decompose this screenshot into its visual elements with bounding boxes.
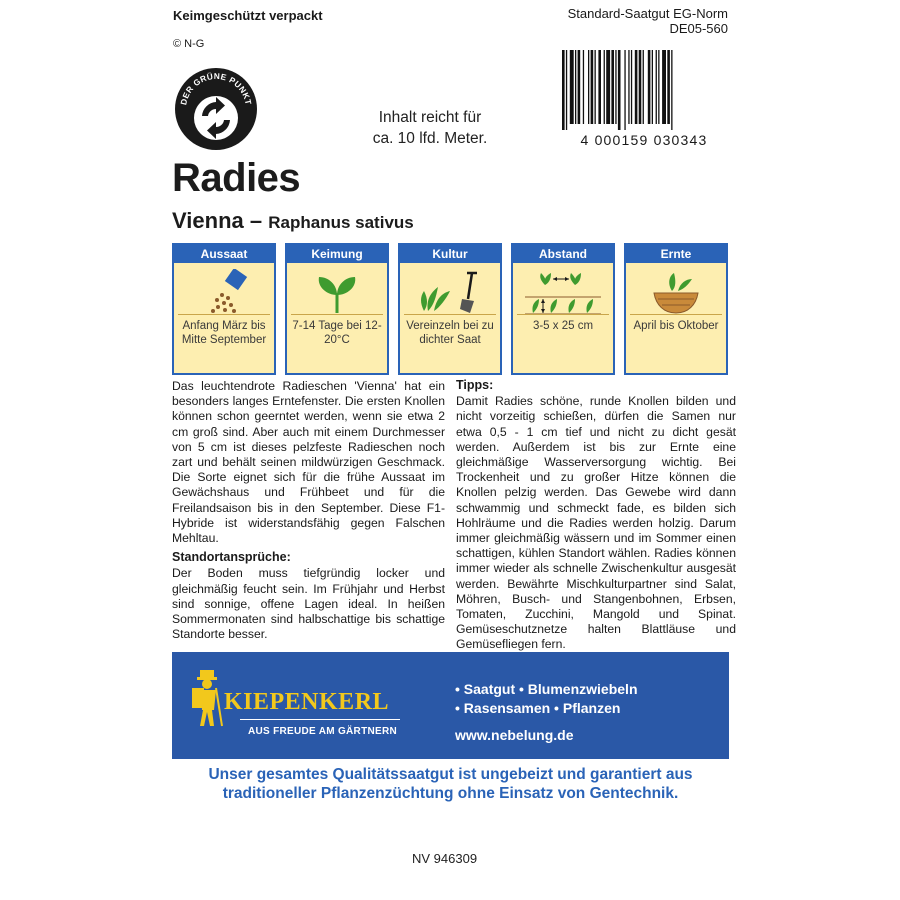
guarantee-line-1: Unser gesamtes Qualitätssaatgut ist ungebeizt und garantiert aus [208,766,693,783]
step-text: 3-5 x 25 cm [532,320,594,332]
svg-text:DER GRÜNE PUNKT: DER GRÜNE PUNKT [178,70,254,106]
packaging-note: Keimgeschützt verpackt [173,8,323,23]
step-divider [291,314,383,315]
location-heading: Standortansprüche: [172,550,291,565]
standard-label [568,6,728,36]
step-divider [517,314,609,315]
variety-name: Vienna [172,208,244,233]
tips-column [456,379,736,653]
step-divider [178,314,270,315]
spacing-icon [523,269,603,319]
article-number: NV 946309 [412,851,478,866]
step-divider [404,314,496,315]
green-dot-logo-icon [173,66,259,152]
kiepenkerl-figure-icon [186,668,226,728]
tips-heading: Tipps: [456,378,494,392]
subtitle-dash: – [249,208,263,233]
barcode-icon [560,50,728,130]
harvest-basket-icon [636,269,716,319]
brand-slogan: AUS FREUDE AM GÄRTNERN [248,726,398,737]
step-text: April bis Oktober [633,320,719,332]
brand-name: KIEPENKERL [224,689,390,715]
brand-line-1: • Saatgut • Blumenzwiebeln [455,681,638,697]
step-title: Aussaat [174,245,274,263]
step-title: Abstand [513,245,613,263]
step-text: Anfang März bis Mitte September [181,320,267,346]
step-divider [630,314,722,315]
standard-line-1: Standard-Saatgut EG-Norm [567,6,728,21]
description-text: Das leuchtendrote Radieschen 'Vienna' hat ein besonders langes Erntefenster. Die ersten Knollen können schon geerntet werden, wenn sie etwa 2 cm groß sind. Aber auch mit einem Durchmesser von 5 cm ist dieses pelzfeste Radieschen noch zart und behält seinen mildwürzigen Geschmack. Die Sorte eignet sich für die frühe Aussaat im Gewächshaus und Frühbeet und für die Freilandsaison bis in den September. Diese F1-Hybride ist widerstandsfähig gegen Falschen Mehltau. [172,379,445,546]
step-title: Ernte [626,245,726,263]
product-subtitle [172,208,414,234]
step-title: Kultur [400,245,500,263]
brand-line-2: • Rasensamen • Pflanzen [455,700,621,716]
seedling-icon [297,269,377,319]
step-kultur [398,243,502,375]
barcode-digits: 4 000159 030343 [580,132,708,148]
step-title: Keimung [287,245,387,263]
content-line-2: ca. 10 lfd. Meter. [372,130,488,147]
step-text: 7-14 Tage bei 12-20°C [292,320,382,346]
step-abstand [511,243,615,375]
step-ernte [624,243,728,375]
shovel-plant-icon [410,269,490,319]
tips-text: Damit Radies schöne, runde Knollen bilden und nicht vorzeitig schießen, dürfen die Samen nur etwa 0,5 - 1 cm tief und nicht zu dicht gesät werden. Außerdem ist bis zur Ernte eine gleichmäßige Wasserversorgung wichtig. Bei Trockenheit und zu großer Hitze können die Knollen pelzig werden. Das Gewebe wird dann schwammig und schmeckt fade, es bilden sich Hohlräume und die Radies werden holzig. Darum immer gleichmäßig wässern und im Sommer einen schattigen, kühlen Standort wählen. Radies können immer wieder als schnelle Zwischenkultur ausgesät werden. Bewährte Mischkulturpartner sind Salat, Möhren, Busch- und Stangenbohnen, Erbsen, Tomaten, Zucchini, Mangold und Spinat. Gemüseschutznetze halten Blattläuse und Gemüsefliegen fern. [456,394,736,652]
step-text: Vereinzeln bei zu dichter Saat [406,320,494,346]
content-amount [340,107,520,149]
guarantee-line-2: traditioneller Pflanzenzüchtung ohne Einsatz von Gentechnik. [222,785,679,802]
latin-name: Raphanus sativus [268,213,414,232]
brand-divider [240,719,400,720]
description-column [172,379,445,642]
location-text: Der Boden muss tiefgründig locker und gleichmäßig feucht sein. Im Frühjahr und Herbst sind sonnige, offene Lagen ideal. In heißen Sommermonaten sind halbschattige bis schattige Standorte besser. [172,566,445,642]
seed-packet-icon [184,269,264,319]
content-line-1: Inhalt reicht für [378,109,482,126]
brand-url-link[interactable]: www.nebelung.de [455,727,574,743]
step-keimung [285,243,389,375]
product-name: Radies [172,156,301,200]
step-aussaat [172,243,276,375]
brand-product-list [455,680,638,718]
standard-line-2: DE05-560 [669,21,728,36]
copyright-note: © N-G [173,38,205,50]
guarantee-statement [172,765,729,803]
